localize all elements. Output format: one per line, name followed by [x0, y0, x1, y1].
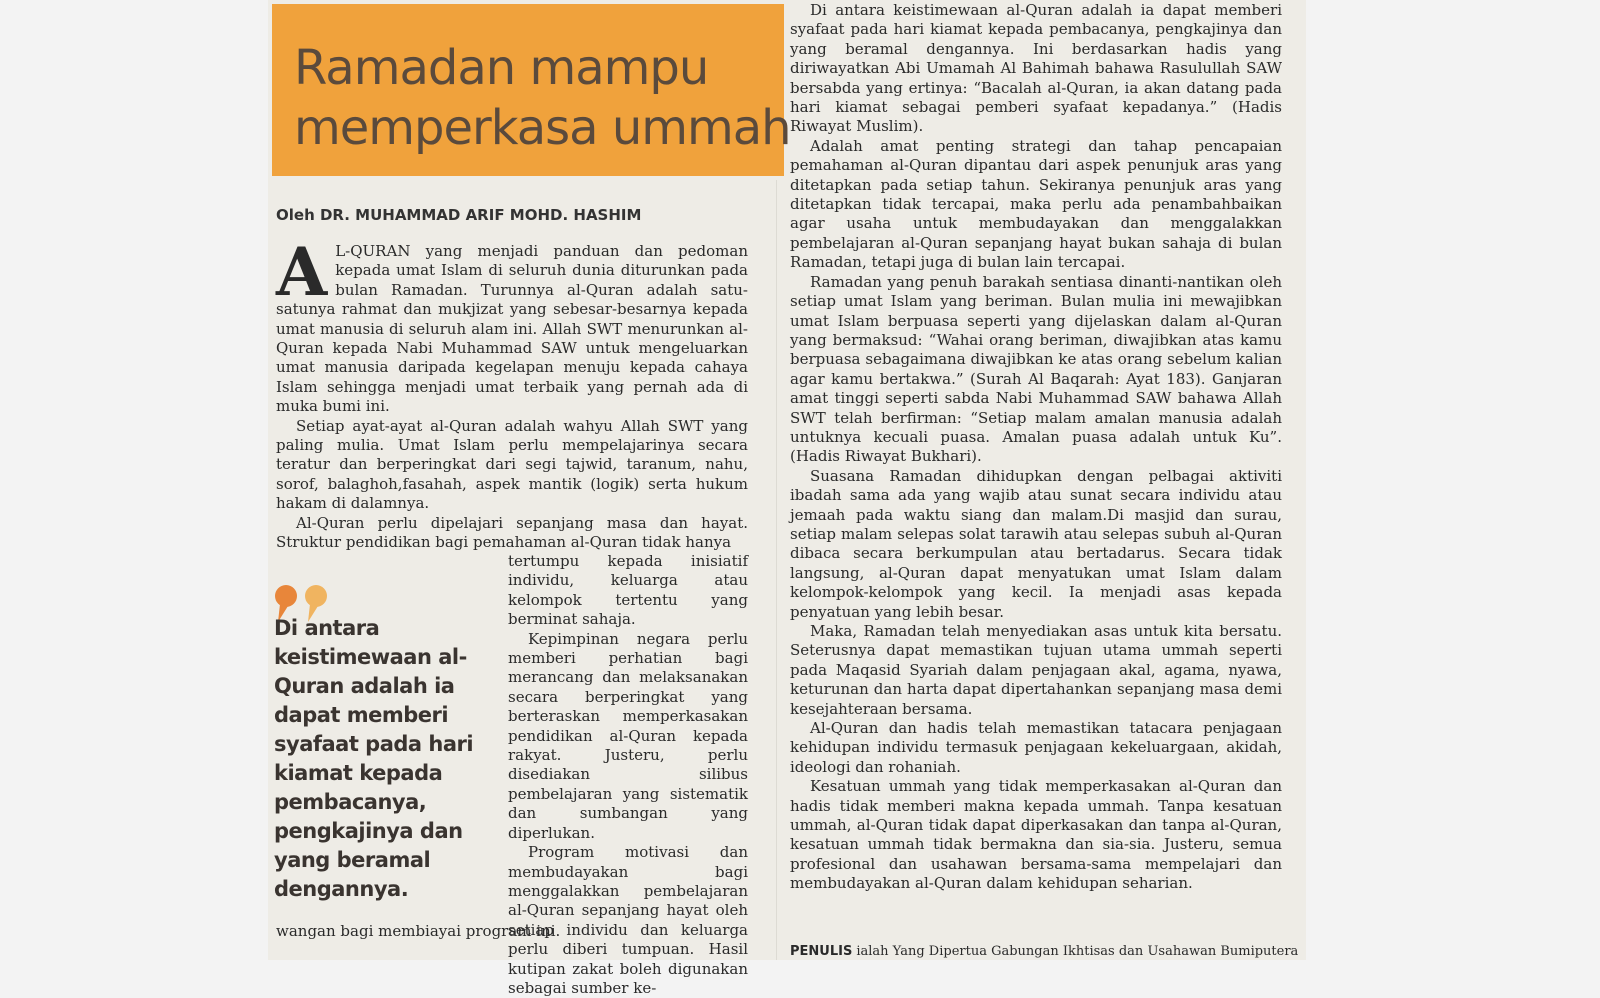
column-divider — [776, 180, 777, 960]
body-paragraph: Al-Quran perlu dipelajari sepanjang masa dan hayat. Struktur pendidikan bagi pemahaman al-Quran tidak hanya — [276, 513, 748, 552]
body-paragraph: Kepimpinan negara perlu memberi perhatian bagi merancang dan melaksanakan secara berperingkat yang berteraskan memperkasakan pendidikan al-Quran kepada rakyat. Justeru, perlu disediakan silibus pembelajaran yang sistematik dan sumbangan yang diperlukan. — [508, 629, 748, 842]
body-paragraph: Program motivasi dan membudayakan bagi menggalakkan pembelajaran al-Quran sepanjang hayat oleh setiap individu dan keluarga perlu diberi tumpuan. Hasil kutipan zakat boleh digunakan sebagai sumber ke- — [508, 843, 748, 997]
headline-line-2: memperkasa ummah — [294, 100, 791, 156]
intro-paragraph — [276, 233, 748, 417]
author-description: ialah Yang Dipertua Gabungan Ikhtisas dan Usahawan Bumiputera — [856, 944, 1299, 959]
author-note — [790, 944, 1299, 959]
byline: Oleh DR. MUHAMMAD ARIF MOHD. HASHIM — [276, 206, 642, 224]
column-tail — [276, 922, 748, 941]
body-paragraph: Suasana Ramadan dihidupkan dengan pelbagai aktiviti ibadah sama ada yang wajib atau sunat secara individu atau jemaah pada waktu siang dan malam.Di masjid dan surau, setiap malam selepas solat tarawih atau selepas subuh al-Quran dibaca secara berkumpulan atau bertadarus. Secara tidak langsung, al-Quran dapat menyatukan umat Islam dalam kelompok-kelompok yang kecil. Ia menjadi asas kepada penyatuan yang lebih besar. — [790, 466, 1282, 621]
body-paragraph: Maka, Ramadan telah menyediakan asas untuk kita bersatu. Seterusnya dapat memastikan tujuan utama ummah seperti pada Maqasid Syariah dalam penjagaan akal, agama, nyawa, keturunan dan harta dapat dipertahankan sepanjang masa demi kesejahteraan bersama. — [790, 622, 1282, 718]
body-paragraph: Al-Quran dan hadis telah memastikan tatacara penjagaan kehidupan individu termasuk penjagaan kekeluargaan, akidah, ideologi dan rohaniah. — [790, 719, 1282, 776]
intro-column — [276, 233, 748, 553]
headline-line-1: Ramadan mampu — [294, 40, 709, 96]
newspaper-clipping — [268, 0, 1306, 997]
body-paragraph: tertumpu kepada inisiatif individu, keluarga atau kelompok tertentu yang berminat sahaja. — [508, 552, 748, 629]
headline — [294, 38, 791, 158]
headline-banner — [272, 4, 791, 176]
intro-paragraph-text: L-QURAN yang menjadi panduan dan pedoman kepada umat Islam di seluruh dunia diturunkan pada bulan Ramadan. Turunnya al-Quran adalah satu-satunya rahmat dan mukjizat yang sebesar-besarnya kepada umat manusia di seluruh alam ini. Allah SWT menurunkan al-Quran kepada Nabi Muhammad SAW untuk mengeluarkan umat manusia daripada kegelapan menuju kepada cahaya Islam sehingga menjadi umat terbaik yang pernah ada di muka bumi ini. — [276, 242, 748, 416]
body-paragraph: Adalah amat penting strategi dan tahap pencapaian pemahaman al-Quran dipantau dari aspek penunjuk aras yang ditetapkan pada setiap tahun. Sekiranya penunjuk aras yang ditetapkan tidak tercapai, maka perlu ada penambahbaikan agar usaha untuk membudayakan dan menggalakkan pembelajaran al-Quran sepanjang hayat bukan sahaja di bulan Ramadan, tetapi juga di bulan lain tercapai. — [790, 136, 1282, 272]
drop-cap: A — [276, 233, 328, 311]
body-paragraph: Kesatuan ummah yang tidak memperkasakan al-Quran dan hadis tidak memberi makna kepada ummah. Tanpa kesatuan ummah, al-Quran tidak dapat diperkasakan dan tanpa al-Quran, kesatuan ummah tidak bermakna dan sia-sia. Justeru, semua profesional dan usahawan bersama-sama mempelajari dan membudayakan al-Quran dalam kehidupan seharian. — [790, 777, 1282, 893]
tail-text: wangan bagi membiayai program ini. — [276, 922, 561, 940]
right-column — [790, 1, 1282, 894]
author-label: PENULIS — [790, 944, 853, 959]
pull-quote: Di antara keistimewaan al-Quran adalah ia dapat memberi syafaat pada hari kiamat kepada pembacanya, pengkajinya dan yang beramal dengannya. — [274, 616, 474, 901]
body-paragraph: Setiap ayat-ayat al-Quran adalah wahyu Allah SWT yang paling mulia. Umat Islam perlu mempelajarinya secara teratur dan berperingkat dari segi tajwid, taranum, nahu, sorof, balaghoh,fasahah, aspek mantik (logik) serta hukum hakam di dalamnya. — [276, 416, 748, 513]
body-paragraph: Di antara keistimewaan al-Quran adalah ia dapat memberi syafaat pada hari kiamat kepada pembacanya, pengkajinya dan yang beramal dengannya. Ini berdasarkan hadis yang diriwayatkan Abi Umamah Al Bahimah bahawa Rasulullah SAW bersabda yang ertinya: “Bacalah al-Quran, ia akan datang pada hari kiamat sebagai pemberi syafaat kepadanya.” (Hadis Riwayat Muslim). — [790, 1, 1282, 136]
body-paragraph: Ramadan yang penuh barakah sentiasa dinanti-nantikan oleh setiap umat Islam yang beriman. Bulan mulia ini mewajibkan umat Islam berpuasa seperti yang dijelaskan dalam al-Quran yang bermaksud: “Wahai orang beriman, diwajibkan atas kamu berpuasa sebagaimana diwajibkan ke atas orang sebelum kalian agar kamu bertakwa.” (Surah Al Baqarah: Ayat 183). Ganjaran amat tinggi seperti sabda Nabi Muhammad SAW bahawa Allah SWT telah berfirman: “Setiap malam amalan manusia adalah untuknya kecuali puasa. Amalan puasa adalah untuk Ku”. (Hadis Riwayat Bukhari). — [790, 272, 1282, 466]
